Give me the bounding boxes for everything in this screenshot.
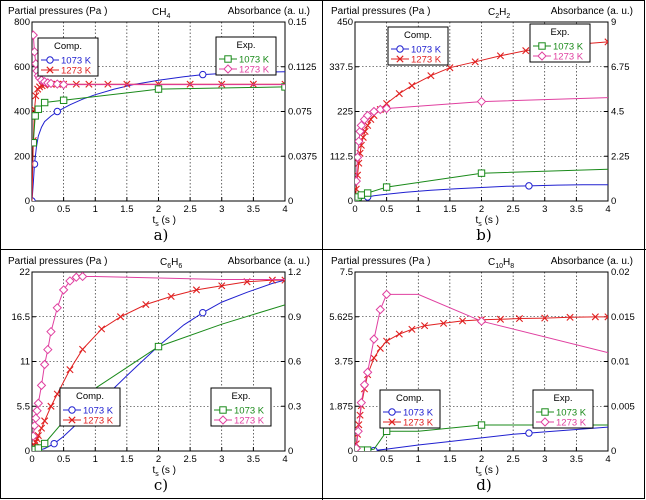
data-point [143,301,149,307]
x-axis-label: $t_s$ (s ) [475,465,499,478]
y-right-tick-label: 2.25 [611,151,630,163]
y-right-tick-label: 0.075 [288,106,312,118]
legend-entry: 1273 K [234,415,265,427]
legend-entry: 1273 K [556,417,587,429]
chart-title: $CH_4$ [152,7,171,20]
y-left-tick-label: 112.5 [329,151,353,163]
data-point [29,31,37,39]
x-tick-label: 1 [92,204,98,215]
y-right-tick-label: 0.015 [611,311,635,323]
legend-exp [530,24,590,63]
series-group [30,84,288,146]
data-point [36,84,42,90]
x-tick-label: 1.5 [443,204,457,215]
x-tick-label: 4 [282,204,288,215]
left-axis-label: Partial pressures (Pa ) [8,6,108,17]
y-left-tick-label: 16.5 [11,311,30,323]
legend-comp-title: Comp. [404,30,432,41]
legend-entry: 1273 K [403,417,434,429]
x-tick-label: 3.5 [569,204,583,215]
x-axis-label: $t_s$ (s ) [475,215,499,228]
legend-marker [47,57,53,63]
chart-panel-c [0,250,322,499]
legend-comp-title: Comp. [396,393,424,404]
legend-comp [60,388,120,427]
y-right-tick-label: 0 [288,446,294,457]
series-line [33,87,285,143]
legend-exp [216,37,276,76]
data-point [35,445,41,451]
x-tick-label: 0 [29,454,35,465]
legend-marker [220,407,226,413]
data-point [168,293,174,299]
x-tick-label: 3 [219,454,225,465]
x-tick-label: 2 [155,454,162,465]
series-group [353,314,611,451]
data-point [41,418,47,424]
data-point [67,366,73,372]
y-left-tick-label: 0 [24,446,30,457]
y-right-tick-label: 0.01 [611,356,630,368]
x-tick-label: 0.5 [57,454,71,465]
y-left-tick-label: 7.5 [339,267,353,278]
y-right-tick-label: 0 [611,196,617,207]
left-axis-label: Partial pressures (Pa ) [331,6,431,17]
data-point [364,368,372,376]
data-point [35,106,41,112]
legend-comp [380,390,440,429]
data-point [155,86,161,92]
data-point [371,447,377,453]
y-left-tick-label: 5.5 [16,401,30,413]
x-tick-label: 1.5 [120,204,134,215]
x-tick-label: 0.5 [380,454,394,465]
y-right-tick-label: 4.5 [611,106,625,118]
legend-comp-title: Comp. [76,391,104,402]
data-point [383,428,389,434]
chart-panel-d [323,250,645,499]
legend-entry: 1073 K [556,407,587,419]
y-right-tick-label: 0.6 [288,356,302,368]
data-point [38,425,44,431]
y-left-tick-label: 5.625 [329,311,353,323]
legend-marker [225,56,231,62]
y-left-tick-label: 200 [14,151,30,163]
chart-title: $C_2H_2$ [488,7,511,20]
legend-exp-title: Exp. [553,393,573,404]
data-point [117,314,123,320]
data-point [155,343,161,349]
data-point [478,422,484,428]
data-point [376,306,384,314]
legend-entry: 1273 K [61,65,92,77]
y-right-tick-label: 9 [611,17,617,28]
data-point [409,82,415,88]
y-left-tick-label: 450 [337,17,353,28]
data-point [409,326,415,332]
legend-entry: 1273 K [411,54,442,66]
x-tick-label: 2 [155,204,162,215]
series-line [33,305,285,451]
data-point [41,99,47,105]
data-point [360,381,368,389]
panel-label: b) [476,226,492,244]
x-tick-label: 4 [605,204,611,215]
y-right-tick-label: 0.3 [288,401,302,413]
y-right-tick-label: 0.005 [611,401,635,413]
legend-exp [533,390,593,429]
chart-panel-b [323,0,645,249]
x-tick-label: 1 [415,204,421,215]
x-axis-label: $t_s$ (s ) [152,465,176,478]
data-point [98,326,104,332]
legend-marker [539,43,545,49]
y-right-tick-label: 0 [611,446,617,457]
data-point [428,73,434,79]
x-tick-label: 2.5 [183,204,197,215]
x-tick-label: 2 [478,204,485,215]
x-tick-label: 0.5 [380,204,394,215]
y-right-tick-label: 0 [288,196,294,207]
data-point [478,170,484,176]
right-axis-label: Absorbance (a. u.) [227,256,310,267]
data-point [37,381,45,389]
panel-label: c) [153,476,169,494]
legend-entry: 1073 K [83,405,114,417]
series-group [30,81,288,201]
x-tick-label: 1 [415,454,421,465]
x-tick-label: 3 [542,204,548,215]
legend-marker [542,409,548,415]
data-point [383,290,391,298]
data-point [54,108,60,114]
left-axis-label: Partial pressures (Pa ) [331,256,431,267]
legend-comp [388,27,448,66]
right-axis-label: Absorbance (a. u.) [550,256,633,267]
y-left-tick-label: 11 [20,356,30,368]
data-point [371,355,377,361]
x-tick-label: 3 [219,204,225,215]
legend-entry: 1073 K [61,55,92,67]
y-left-tick-label: 225 [337,106,353,118]
data-point [41,440,47,446]
panel-label: a) [153,226,169,244]
x-tick-label: 1.5 [120,454,134,465]
right-axis-label: Absorbance (a. u.) [550,6,633,17]
legend-exp-title: Exp. [231,391,251,402]
data-point [364,190,370,196]
series-group [30,305,285,454]
x-tick-label: 2.5 [183,454,197,465]
x-tick-label: 0.5 [57,204,71,215]
x-tick-label: 2 [478,454,485,465]
y-left-tick-label: 337.5 [329,61,353,73]
data-point [33,407,41,415]
y-right-tick-label: 6.75 [611,61,630,73]
data-point [44,346,52,354]
legend-exp-title: Exp. [236,40,256,51]
y-left-tick-label: 0 [24,196,30,207]
data-point [200,71,206,77]
y-right-tick-label: 1.2 [288,267,302,278]
series-group [353,169,608,202]
right-axis-label: Absorbance (a. u.) [227,6,310,17]
data-point [383,184,389,190]
data-point [32,113,38,119]
legend-exp [211,388,271,427]
data-point [32,414,40,422]
data-point [526,183,532,189]
panel-label: d) [476,476,492,494]
chart-title: $C_{10}H_8$ [488,257,515,270]
x-tick-label: 0 [352,204,358,215]
y-left-tick-label: 0 [347,196,353,207]
legend-entry: 1073 K [403,407,434,419]
data-point [478,98,486,106]
legend-entry: 1073 K [553,41,584,53]
y-right-tick-label: 0.02 [611,267,630,278]
data-point [47,328,55,336]
legend-comp [38,38,98,77]
legend-exp-title: Exp. [550,27,570,38]
legend-marker [69,407,75,413]
x-tick-label: 1.5 [443,454,457,465]
data-point [352,177,360,185]
x-tick-label: 2.5 [506,454,520,465]
x-tick-label: 3.5 [246,204,260,215]
y-right-tick-label: 0.9 [288,311,302,323]
x-tick-label: 3 [542,454,548,465]
data-point [358,192,364,198]
x-tick-label: 4 [605,454,611,465]
data-point [200,309,206,315]
x-tick-label: 3.5 [569,454,583,465]
x-tick-label: 1 [92,454,98,465]
y-right-tick-label: 0.15 [288,17,307,28]
x-axis-label: $t_s$ (s ) [152,215,176,228]
data-point [526,430,532,436]
data-point [79,346,85,352]
data-point [478,317,486,325]
y-left-tick-label: 400 [14,106,30,118]
data-point [60,286,68,294]
legend-entry: 1073 K [239,54,270,66]
data-point [447,65,453,71]
legend-entry: 1073 K [234,405,265,417]
data-point [396,90,402,96]
x-tick-label: 3.5 [246,454,260,465]
chart-title: $C_6H_6$ [160,257,183,270]
legend-marker [397,46,403,52]
data-point [364,447,370,453]
y-right-tick-label: 0.0375 [288,151,318,163]
x-tick-label: 0 [352,454,358,465]
y-left-tick-label: 22 [19,267,30,278]
legend-entry: 1273 K [553,51,584,63]
y-left-tick-label: 3.75 [334,356,353,368]
y-right-tick-label: 0.1125 [288,61,317,73]
data-point [357,399,365,407]
y-left-tick-label: 0 [347,446,353,457]
y-left-tick-label: 600 [14,61,30,73]
data-point [79,272,87,280]
series-line [356,98,608,182]
x-tick-label: 4 [282,454,288,465]
y-left-tick-label: 1.875 [329,401,353,413]
y-left-tick-label: 800 [14,17,30,28]
x-tick-label: 0 [29,204,35,215]
data-point [53,304,61,312]
data-point [396,331,402,337]
x-tick-label: 2.5 [506,204,520,215]
data-point [370,335,378,343]
legend-entry: 1073 K [411,44,442,56]
legend-entry: 1273 K [83,415,114,427]
data-point [60,97,66,103]
left-axis-label: Partial pressures (Pa ) [8,256,108,267]
legend-comp-title: Comp. [54,41,82,52]
data-point [30,140,36,146]
legend-entry: 1273 K [239,64,270,76]
data-point [377,345,383,351]
data-point [51,440,57,446]
chart-panel-a [0,0,322,249]
legend-marker [389,409,395,415]
